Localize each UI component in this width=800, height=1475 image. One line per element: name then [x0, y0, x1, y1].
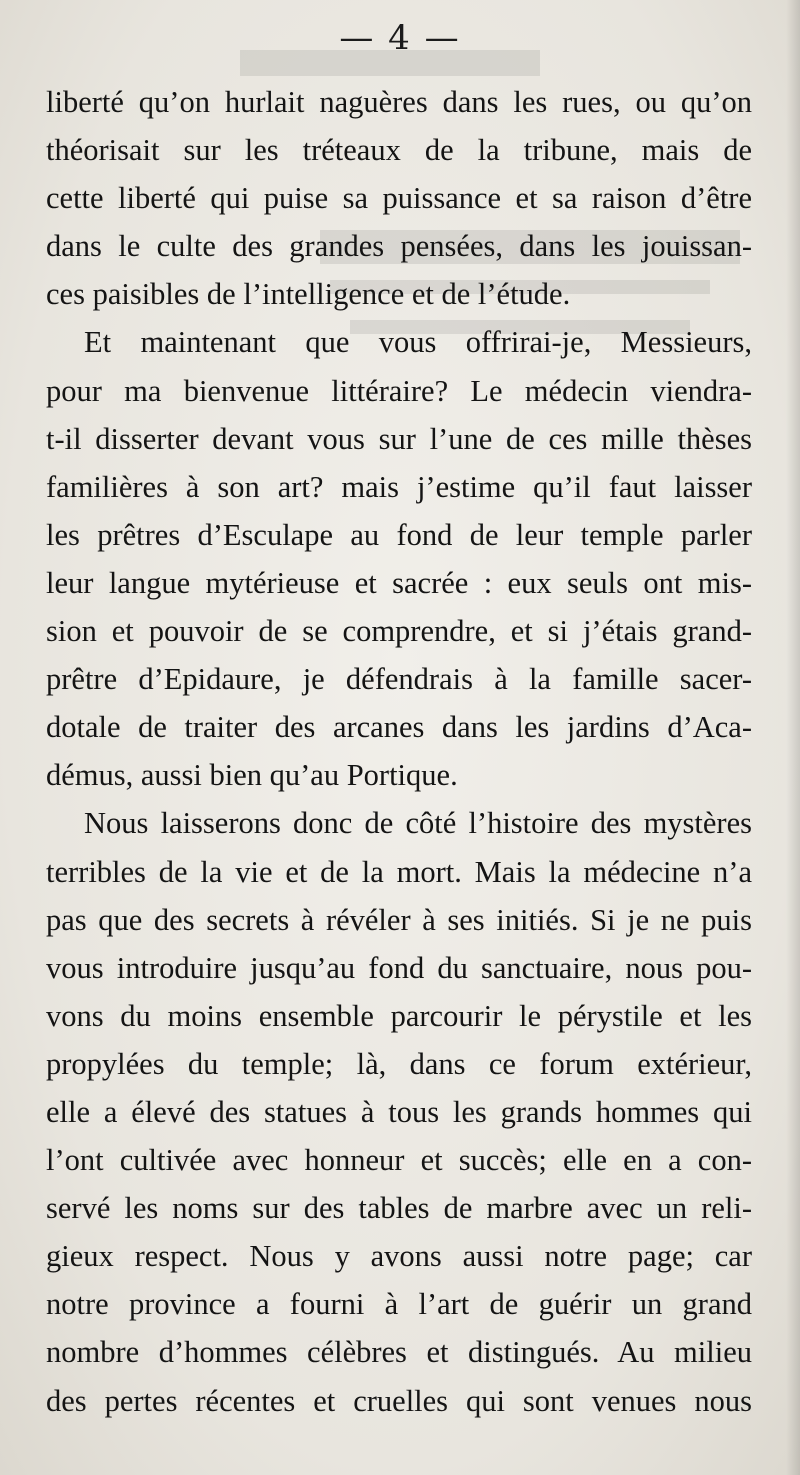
- text-line: gieux respect. Nous y avons aussi notre page; car: [46, 1239, 752, 1274]
- text-line: leur langue mytérieuse et sacrée : eux seuls ont mis-: [46, 565, 752, 600]
- text-line: notre province a fourni à l’art de guérir un grand: [46, 1287, 752, 1322]
- text-line: démus, aussi bien qu’au Portique.: [46, 758, 458, 793]
- text-line: l’ont cultivée avec honneur et succès; elle en a con-: [46, 1143, 752, 1178]
- text-line: propylées du temple; là, dans ce forum extérieur,: [46, 1046, 752, 1081]
- text-line: cette liberté qui puise sa puissance et sa raison d’être: [46, 181, 752, 216]
- text-line: Nous laisserons donc de côté l’histoire des mystères: [84, 806, 752, 841]
- text-line: t-il disserter devant vous sur l’une de ces mille thèses: [46, 421, 752, 456]
- text-line: elle a élevé des statues à tous les grands hommes qui: [46, 1094, 752, 1129]
- text-line: sion et pouvoir de se comprendre, et si j’étais grand-: [46, 614, 752, 649]
- text-line: ces paisibles de l’intelligence et de l’étude.: [46, 277, 571, 312]
- text-line: Et maintenant que vous offrirai-je, Messieurs,: [84, 325, 752, 360]
- text-line: vous introduire jusqu’au fond du sanctuaire, nous pou-: [46, 950, 752, 985]
- page-edge-shadow: [786, 0, 800, 1475]
- text-line: pour ma bienvenue littéraire? Le médecin viendra-: [46, 373, 752, 408]
- text-line: prêtre d’Epidaure, je défendrais à la famille sacer-: [46, 662, 752, 697]
- text-line: terribles de la vie et de la mort. Mais la médecine n’a: [46, 854, 752, 889]
- text-line: nombre d’hommes célèbres et distingués. Au milieu: [46, 1335, 752, 1370]
- text-line: dans le culte des grandes pensées, dans les jouissan-: [46, 229, 752, 264]
- text-line: vons du moins ensemble parcourir le pérystile et les: [46, 998, 752, 1033]
- text-line: liberté qu’on hurlait naguères dans les rues, ou qu’on: [46, 85, 752, 119]
- text-line: dotale de traiter des arcanes dans les jardins d’Aca-: [46, 710, 752, 745]
- text-line: les prêtres d’Esculape au fond de leur temple parler: [46, 517, 752, 552]
- text-line: des pertes récentes et cruelles qui sont venues nous: [46, 1383, 752, 1418]
- text-line: servé les noms sur des tables de marbre avec un reli-: [46, 1191, 752, 1226]
- text-line: pas que des secrets à révéler à ses initiés. Si je ne puis: [46, 902, 752, 937]
- text-line: théorisait sur les tréteaux de la tribune, mais de: [46, 133, 752, 168]
- text-line: familières à son art? mais j’estime qu’il faut laisser: [46, 469, 752, 504]
- page-number: — 4 —: [339, 18, 461, 58]
- body-text: [46, 78, 752, 1425]
